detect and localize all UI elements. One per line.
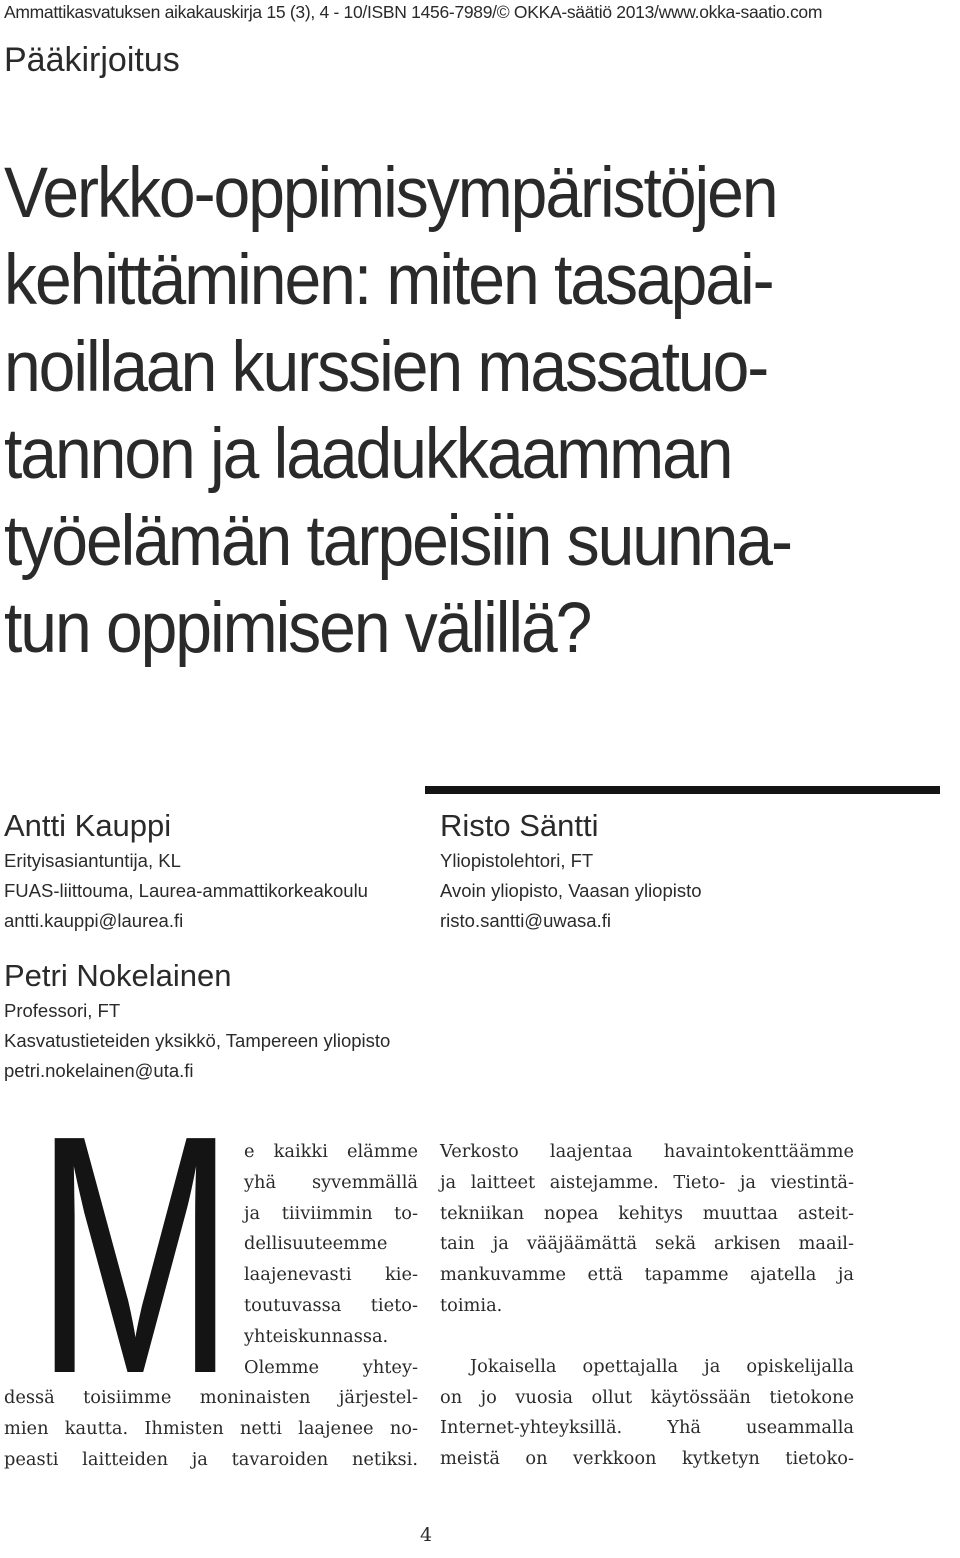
body-line: ja laitteet aistejamme. Tieto- ja viestintä- xyxy=(440,1171,854,1193)
body-line: toimia. xyxy=(440,1294,503,1316)
body-line: mien kautta. Ihmisten netti laajenee no- xyxy=(4,1418,418,1440)
author-title: Yliopistolehtori, FT xyxy=(440,850,594,871)
body-line: meistä on verkkoon kytketyn tietoko- xyxy=(440,1448,854,1470)
author-title: Erityisasiantuntija, KL xyxy=(4,850,181,871)
body-column-right xyxy=(440,1137,854,1475)
author-block xyxy=(440,806,702,936)
body-line: peasti laitteiden ja tavaroiden netiksi. xyxy=(4,1448,418,1470)
body-line: Internet-yhteyksillä. Yhä useammalla xyxy=(440,1417,854,1439)
author-affiliation: FUAS-liittouma, Laurea-ammattikorkeakoulu xyxy=(4,880,368,901)
body-line: Jokaisella opettajalla ja opiskelijalla xyxy=(470,1355,854,1377)
author-title: Professori, FT xyxy=(4,1000,121,1021)
title-divider xyxy=(425,786,940,794)
author-name: Antti Kauppi xyxy=(4,808,172,843)
author-affiliation: Avoin yliopisto, Vaasan yliopisto xyxy=(440,880,702,901)
title-line: noillaan kurssien massatuo- xyxy=(4,328,768,407)
author-email: risto.santti@uwasa.fi xyxy=(440,910,611,931)
body-line: dessä toisiimme moninaisten järjestel- xyxy=(4,1387,418,1409)
title-line: tannon ja laadukkaamman xyxy=(4,415,732,494)
author-email: petri.nokelainen@uta.fi xyxy=(4,1060,194,1081)
body-line: on jo vuosia ollut käytössään tietokone xyxy=(440,1386,854,1408)
body-line: ja tiiviimmin to- xyxy=(244,1202,418,1224)
author-block xyxy=(4,956,390,1086)
article-title xyxy=(4,150,893,672)
journal-citation: Ammattikasvatuksen aikakauskirja 15 (3), 4 - 10/ISBN 1456-7989/© OKKA-säätiö 2013/www.okka-saatio.com xyxy=(4,2,823,22)
body-line: dellisuuteemme xyxy=(244,1233,388,1255)
body-line: tain ja vääjäämättä sekä arkisen maail- xyxy=(440,1233,854,1255)
body-line: Verkosto laajentaa havaintokenttäämme xyxy=(440,1141,854,1162)
author-block xyxy=(4,806,368,936)
drop-cap-letter: M xyxy=(35,1128,235,1376)
body-line: tekniikan nopea kehitys muuttaa asteit- xyxy=(440,1202,854,1224)
author-name: Petri Nokelainen xyxy=(4,958,232,993)
body-line: e kaikki elämme xyxy=(244,1141,418,1162)
section-label: Pääkirjoitus xyxy=(4,41,180,79)
body-line: laajenevasti kie- xyxy=(244,1264,418,1286)
body-line: Olemme yhtey- xyxy=(244,1356,418,1378)
body-line: yhteiskunnassa. xyxy=(244,1325,389,1347)
author-name: Risto Säntti xyxy=(440,808,599,843)
body-line: toutuvassa tieto- xyxy=(244,1294,418,1316)
title-line: työelämän tarpeisiin suunna- xyxy=(4,502,791,581)
title-line: kehittäminen: miten tasapai- xyxy=(4,241,773,320)
author-email: antti.kauppi@laurea.fi xyxy=(4,910,184,931)
body-column-left xyxy=(4,1137,418,1476)
body-line: yhä syvemmällä xyxy=(244,1171,418,1193)
paragraph-gap xyxy=(440,1322,854,1352)
title-line: tun oppimisen välillä? xyxy=(4,589,591,668)
body-line: mankuvamme että tapamme ajatella ja xyxy=(440,1264,854,1286)
author-affiliation: Kasvatustieteiden yksikkö, Tampereen yliopisto xyxy=(4,1030,391,1051)
page-number: 4 xyxy=(420,1524,433,1546)
title-line: Verkko-oppimisympäristöjen xyxy=(4,154,777,233)
